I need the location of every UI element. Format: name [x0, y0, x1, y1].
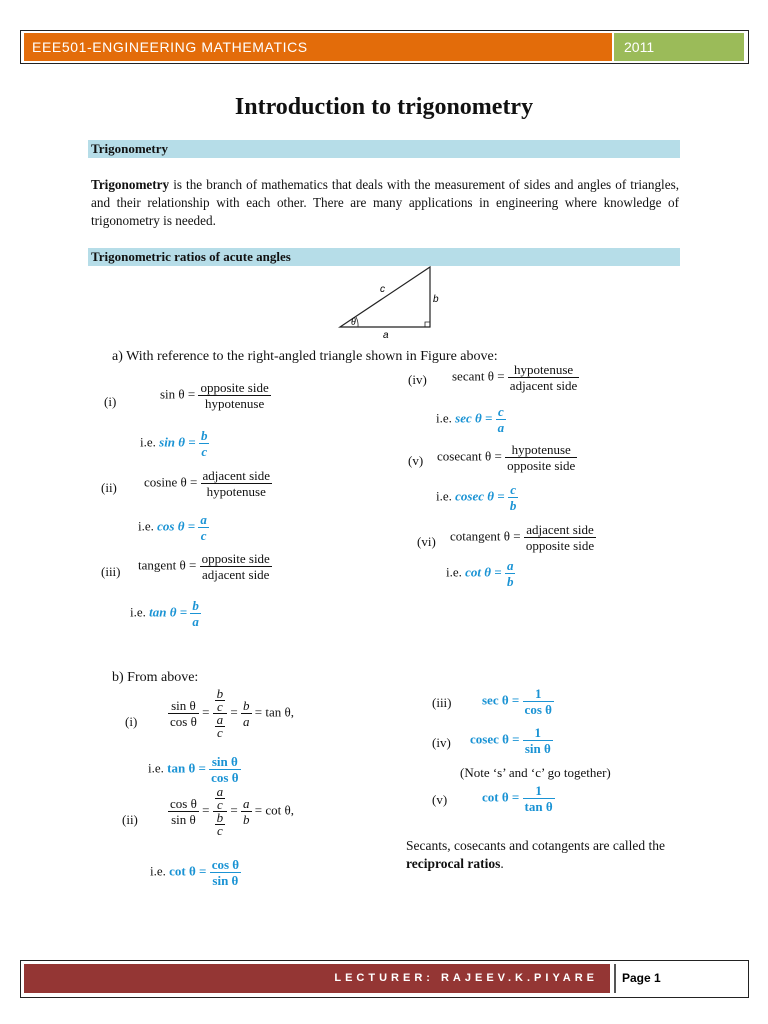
ratio-fraction — [190, 598, 201, 629]
denominator: c — [217, 797, 223, 812]
ratio-fraction — [209, 754, 240, 785]
closing-paragraph — [406, 837, 706, 873]
denominator: b — [509, 498, 517, 513]
numerator: a — [243, 796, 250, 811]
fraction — [198, 380, 270, 411]
course-title: EEE501-ENGINEERING MATHEMATICS — [24, 33, 612, 61]
inner-fraction — [215, 812, 226, 837]
numerator: c — [496, 404, 507, 420]
ratio-fraction — [210, 857, 241, 888]
numerator: 1 — [523, 783, 555, 799]
denominator: adjacent side — [201, 567, 270, 582]
def-name: secant θ = — [452, 368, 505, 384]
denominator: opposite side — [525, 538, 595, 553]
reciprocal-cosec — [470, 725, 553, 756]
item-num: (iii) — [101, 564, 121, 579]
numerator: hypotenuse — [508, 362, 580, 378]
ratio-fraction — [523, 783, 555, 814]
part-b-intro: b) From above: — [112, 670, 199, 685]
numerator: adjacent side — [202, 468, 271, 483]
inner-fraction — [215, 714, 226, 739]
result-text: = tan θ, — [254, 704, 294, 720]
item-num: (v) — [432, 792, 448, 807]
intro-paragraph — [91, 176, 679, 230]
ratio-label: cosec θ = — [470, 731, 520, 747]
def-cos — [144, 468, 272, 499]
ratio-label: sec θ = — [455, 410, 493, 426]
ratio-label: sec θ = — [482, 692, 520, 708]
simplified-fraction — [241, 698, 252, 729]
section-heading-trigonometry: Trigonometry — [88, 140, 680, 158]
numerator: cos θ — [211, 857, 240, 872]
def-sin — [160, 380, 271, 411]
page-number: Page 1 — [614, 964, 744, 993]
ratio-cos — [138, 512, 209, 543]
item-num: (vi) — [417, 534, 436, 549]
ratio-label: cosec θ = — [455, 488, 505, 504]
numerator: c — [508, 482, 519, 498]
numerator: 1 — [523, 725, 553, 741]
item-num: (i) — [104, 394, 117, 409]
def-name: cotangent θ = — [450, 528, 521, 544]
denominator: sin θ — [212, 873, 239, 888]
def-cosec — [437, 442, 577, 473]
ratio-label: tan θ = — [149, 604, 188, 620]
denominator: c — [200, 528, 207, 543]
closing-end: . — [500, 856, 504, 871]
numerator: 1 — [523, 686, 554, 702]
def-name: cosecant θ = — [437, 448, 502, 464]
numerator: a — [506, 558, 514, 573]
part-a-intro: a) With reference to the right-angled triangle shown in Figure above: — [112, 349, 498, 364]
section-heading-ratios: Trigonometric ratios of acute angles — [88, 248, 680, 266]
numerator: adjacent side — [524, 522, 596, 538]
denominator: cos θ — [170, 714, 197, 729]
item-num: (iii) — [432, 695, 452, 710]
ratio-fraction — [199, 428, 210, 459]
ie-label: i.e. — [140, 434, 156, 450]
closing-bold: reciprocal ratios — [406, 856, 501, 871]
reciprocal-sec — [482, 686, 554, 717]
right-triangle-figure — [330, 262, 450, 342]
adj-label: a — [383, 330, 389, 341]
ratio-tan — [130, 598, 201, 629]
denominator: a — [497, 420, 505, 435]
numerator: b — [216, 686, 224, 701]
ratio-fraction — [508, 482, 519, 513]
fraction — [505, 442, 577, 473]
identity-cot: $\frac{\text{cos θ}}{\text{sin θ}}$ = $\frac{\frac{a}{c}}{\frac{b}{c}}$ = $\frac{a}{b}$ = cot θ, — [170, 784, 294, 838]
denominator: opposite side — [507, 458, 576, 473]
reciprocal-cot — [482, 783, 555, 814]
numerator: cos θ — [170, 796, 197, 811]
denominator: a — [243, 714, 250, 729]
inner-fraction — [215, 786, 226, 811]
numerator: b — [243, 698, 250, 713]
denominator: adjacent side — [509, 378, 578, 393]
item-num: (ii) — [122, 812, 138, 827]
numerator: b — [192, 598, 199, 613]
ratio-cot — [446, 558, 515, 589]
note-text: (Note ‘s’ and ‘c’ go together) — [460, 765, 611, 780]
ie-label: i.e. — [436, 410, 452, 426]
term-bold: Trigonometry — [91, 177, 170, 192]
item-num: (ii) — [101, 480, 117, 495]
denominator: tan θ — [524, 799, 553, 814]
ratio-fraction — [505, 558, 516, 589]
compound-fraction — [213, 786, 228, 837]
denominator: b — [506, 574, 514, 589]
compound-numerator — [213, 688, 228, 714]
denominator: a — [192, 614, 199, 629]
def-name: sin θ = — [160, 386, 196, 402]
numerator: sin θ — [168, 698, 199, 714]
numerator: sin θ — [209, 754, 240, 770]
denominator: c — [217, 699, 223, 714]
def-tan — [138, 551, 272, 582]
compound-denominator — [213, 714, 228, 739]
denominator: cos θ — [211, 770, 239, 785]
def-cot — [450, 522, 596, 553]
ie-label: i.e. — [446, 564, 462, 580]
ratio-cosec — [436, 482, 518, 513]
numerator: opposite side — [201, 551, 270, 566]
item-num: (i) — [125, 714, 138, 729]
fraction — [201, 468, 273, 499]
theta-label: θ — [351, 317, 356, 328]
compound-numerator — [213, 786, 228, 812]
right-angle-mark — [425, 322, 430, 327]
ratio-fraction — [198, 512, 209, 543]
page-title: Introduction to trigonometry — [234, 94, 534, 120]
item-num: (iv) — [408, 372, 427, 387]
ie-label: i.e. — [138, 518, 154, 534]
result-text: = cot θ, — [254, 802, 294, 818]
numerator: a — [200, 512, 207, 527]
ratio-label: tan θ = — [167, 760, 206, 776]
hyp-label: c — [380, 284, 385, 295]
denominator: c — [201, 444, 208, 459]
ratio-fraction — [496, 404, 507, 435]
simplified-fraction — [241, 796, 252, 827]
numerator: b — [200, 428, 208, 443]
fraction — [524, 522, 596, 553]
denominator: sin θ — [524, 741, 551, 756]
identity-tan: $\frac{\text{sin θ}}{\text{cos θ}}$ = $\frac{\frac{b}{c}}{\frac{a}{c}}$ = $\frac{b}{a}$ = tan θ, — [170, 686, 294, 740]
def-name: tangent θ = — [138, 557, 197, 573]
numerator: hypotenuse — [505, 442, 577, 458]
denominator: c — [217, 823, 223, 838]
ie-label: i.e. — [150, 863, 166, 879]
item-num: (iv) — [432, 735, 451, 750]
item-num: (v) — [408, 453, 424, 468]
numerator: b — [216, 810, 224, 825]
numerator: a — [216, 712, 224, 727]
ratio-tan-identity — [148, 754, 241, 785]
denominator: c — [217, 725, 223, 740]
angle-arc — [356, 317, 358, 327]
ie-label: i.e. — [436, 488, 452, 504]
compound-fraction — [213, 688, 228, 739]
fraction — [200, 551, 272, 582]
intro-body: is the branch of mathematics that deals with the measurement of sides and angles of triangles, and their relationship with each other. There are many applications in engineering where knowledge of trigonometry is needed. — [91, 177, 679, 228]
def-name: cosine θ = — [144, 474, 198, 490]
ratio-label: cot θ = — [482, 789, 520, 805]
ratio-label: cot θ = — [465, 564, 502, 580]
ratio-label: sin θ = — [159, 434, 196, 450]
ratio-label: cos θ = — [157, 518, 196, 534]
header-year: 2011 — [614, 33, 744, 61]
closing-text: Secants, cosecants and cotangents are called the — [406, 838, 666, 853]
ratio-cot-identity — [150, 857, 241, 888]
def-sec — [452, 362, 579, 393]
numerator: opposite side — [200, 380, 269, 395]
numerator: a — [216, 784, 224, 799]
ratio-sin — [140, 428, 209, 459]
ie-label: i.e. — [130, 604, 146, 620]
lhs-fraction — [168, 698, 199, 729]
denominator: sin θ — [171, 812, 196, 827]
inner-fraction — [215, 688, 226, 713]
lhs-fraction — [168, 796, 199, 827]
denominator: hypotenuse — [205, 396, 265, 411]
ratio-fraction — [523, 686, 554, 717]
denominator: cos θ — [524, 702, 552, 717]
ratio-sec — [436, 404, 506, 435]
ratio-fraction — [523, 725, 553, 756]
opp-label: b — [433, 294, 439, 305]
fraction — [508, 362, 580, 393]
lecturer-banner: LECTURER: RAJEEV.K.PIYARE — [24, 964, 610, 993]
ratio-label: cot θ = — [169, 863, 207, 879]
denominator: hypotenuse — [206, 484, 266, 499]
ie-label: i.e. — [148, 760, 164, 776]
compound-denominator — [213, 812, 228, 837]
denominator: b — [243, 812, 250, 827]
